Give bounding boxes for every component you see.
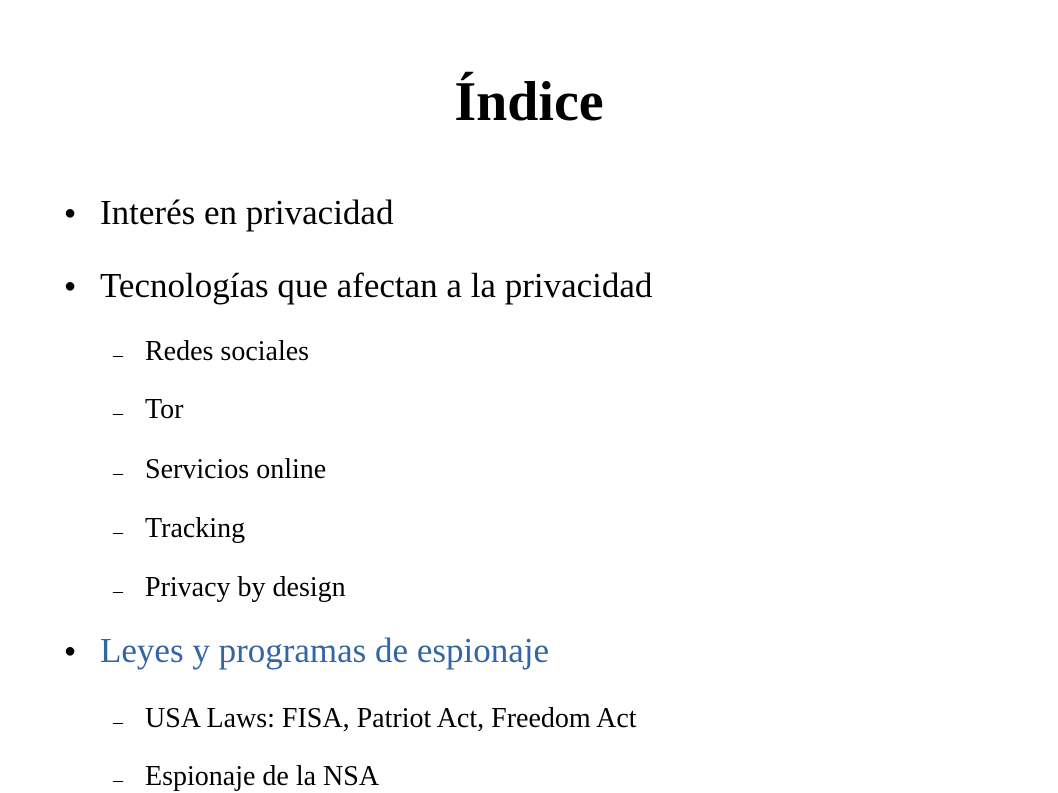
- outline-subitem-label: Redes sociales: [145, 336, 310, 367]
- outline-subitem-label: Tor: [145, 394, 184, 425]
- bullet-dot-icon: ●: [64, 202, 77, 224]
- outline-subitem-label: Servicios online: [145, 454, 327, 485]
- outline-subitem-label: Espionaje de la NSA: [145, 761, 380, 792]
- outline-item-label: Tecnologías que afectan a la privacidad: [100, 266, 653, 305]
- dash-bullet-icon: –: [113, 711, 123, 733]
- dash-bullet-icon: –: [113, 344, 123, 366]
- dash-bullet-icon: –: [113, 402, 123, 424]
- outline-subitem-label: USA Laws: FISA, Patriot Act, Freedom Act: [145, 703, 637, 734]
- dash-bullet-icon: –: [113, 462, 123, 484]
- dash-bullet-icon: –: [113, 769, 123, 791]
- outline-item-label-highlighted: Leyes y programas de espionaje: [100, 631, 550, 670]
- dash-bullet-icon: –: [113, 580, 123, 602]
- outline-subitem-label: Tracking: [145, 513, 246, 544]
- bullet-dot-icon: ●: [64, 275, 77, 297]
- bullet-dot-icon: ●: [64, 640, 77, 662]
- slide-title: Índice: [454, 71, 604, 133]
- dash-bullet-icon: –: [113, 521, 123, 543]
- outline-item-label: Interés en privacidad: [100, 193, 394, 232]
- outline-subitem-label: Privacy by design: [145, 572, 346, 603]
